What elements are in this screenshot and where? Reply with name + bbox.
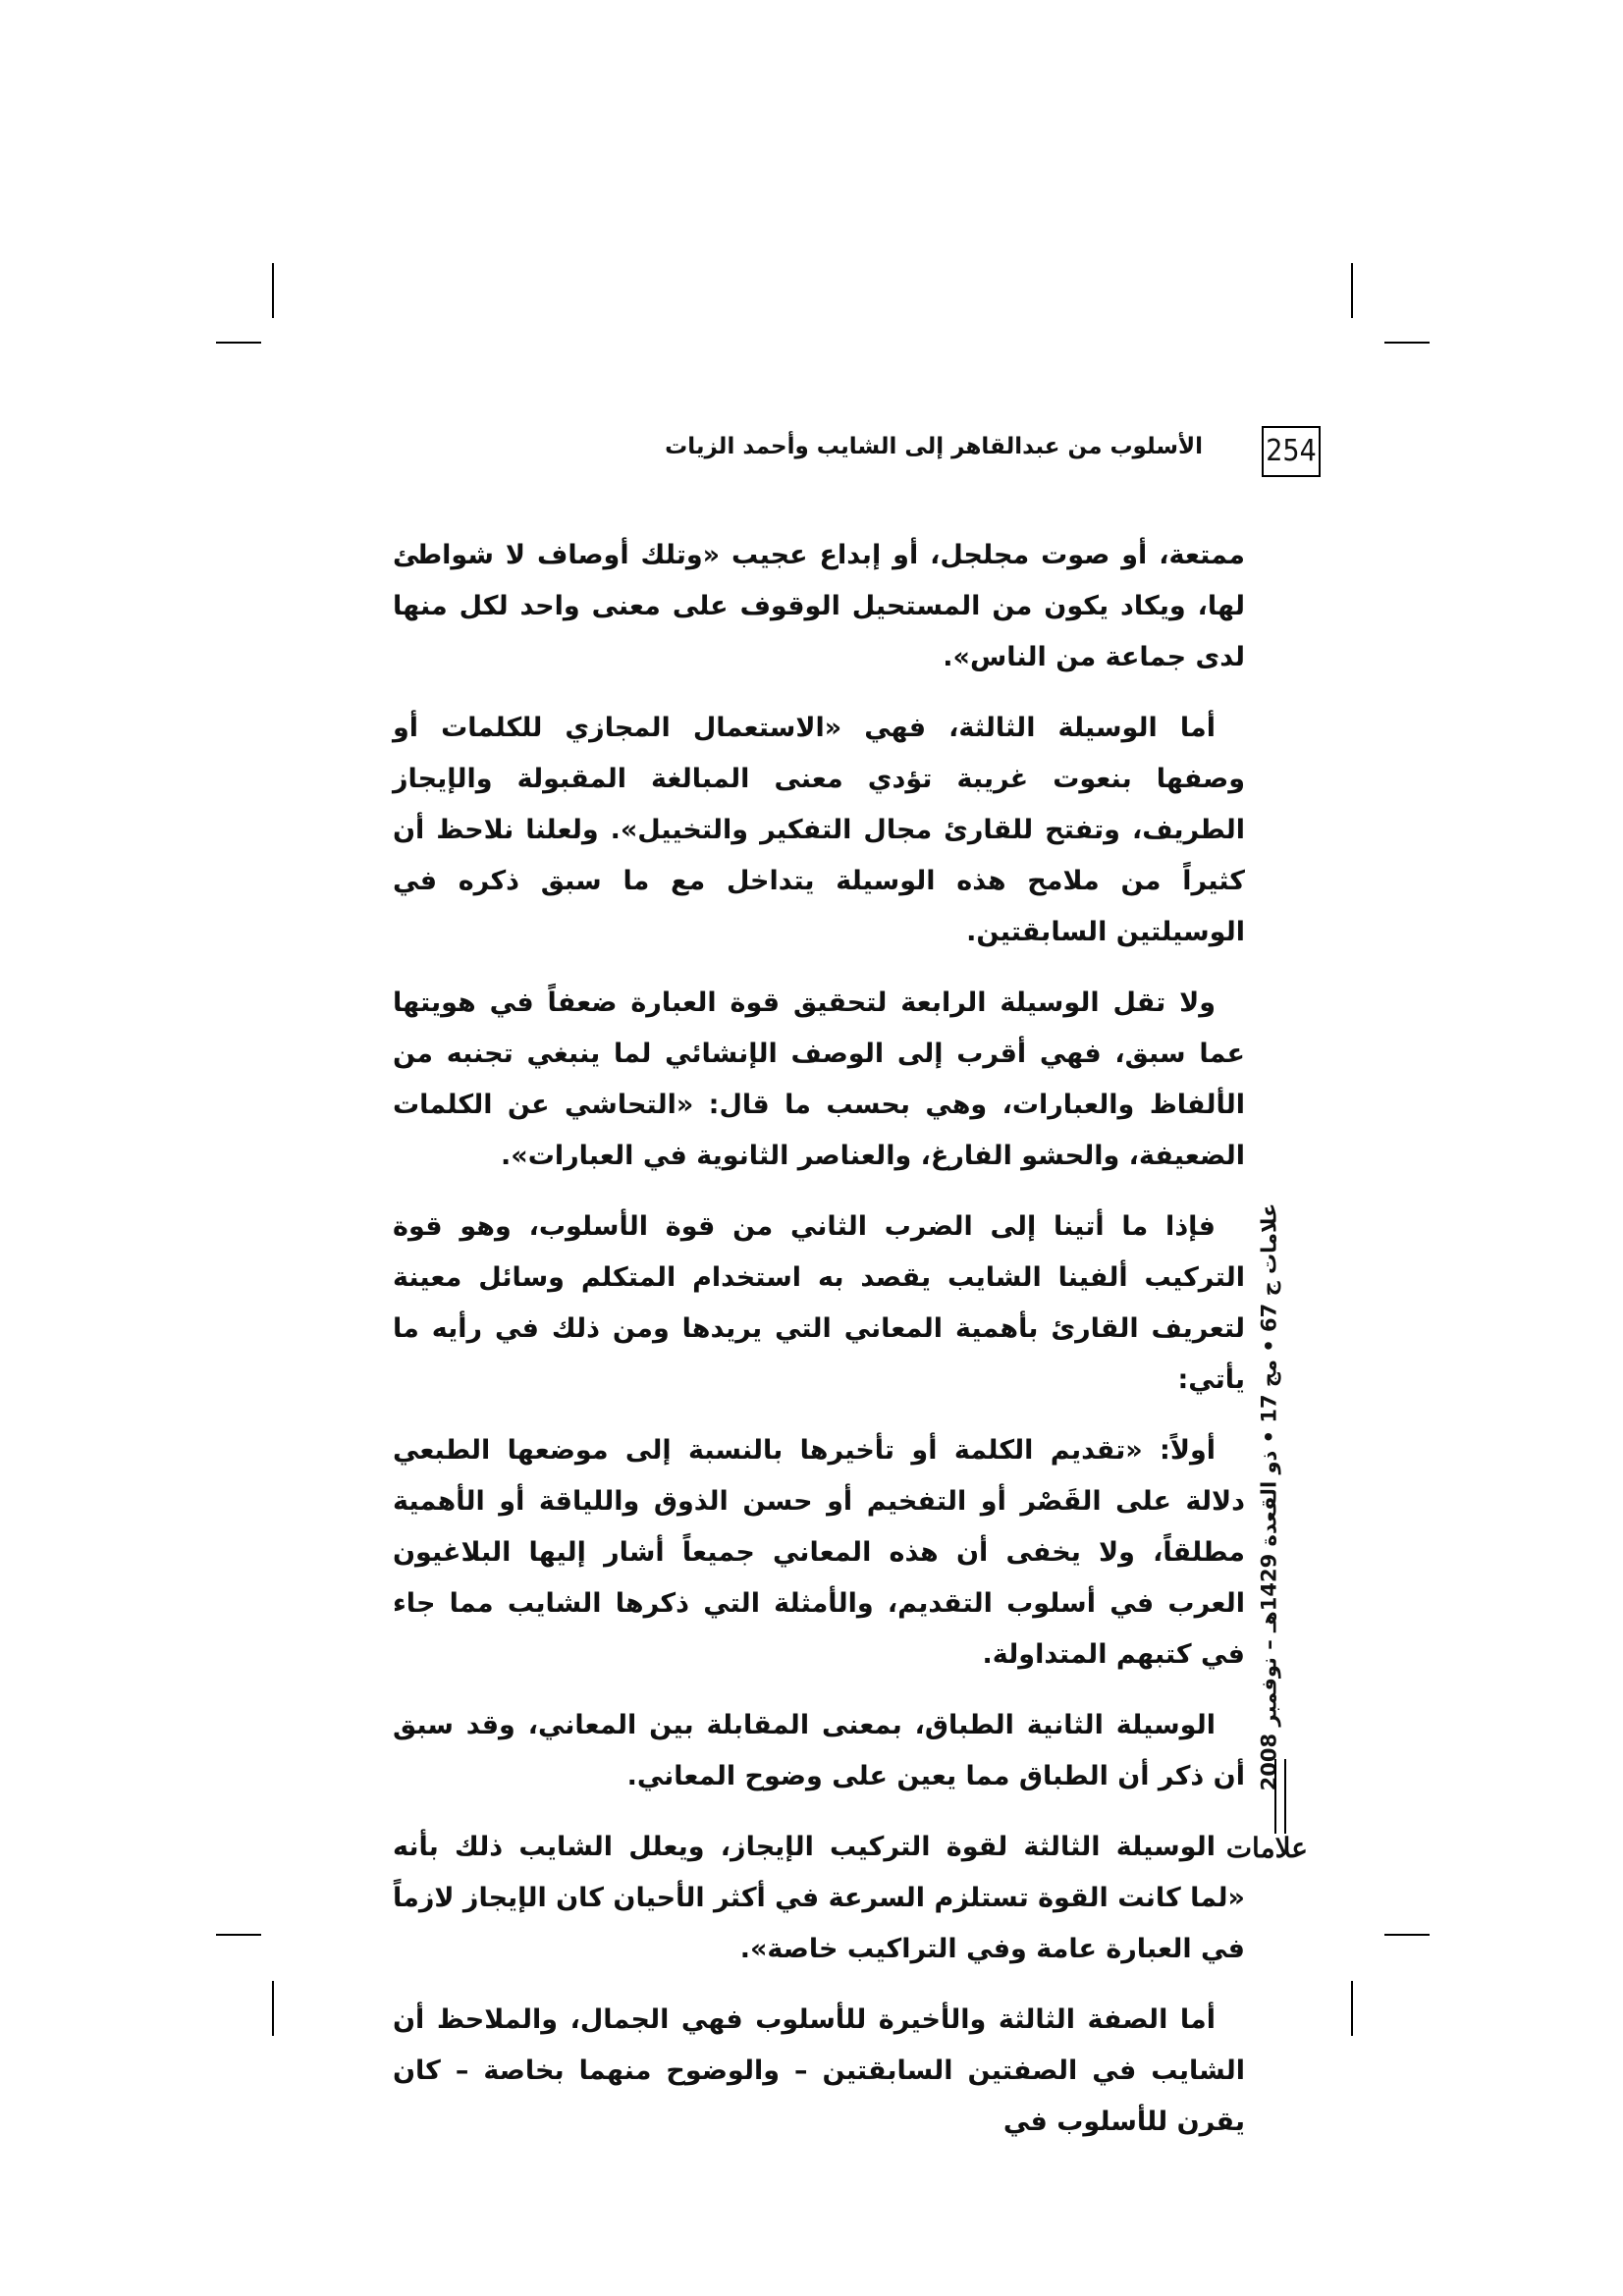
paragraph: ممتعة، أو صوت مجلجل، أو إبداع عجيب «وتلك أوصاف لا شواطئ لها، ويكاد يكون من المستحيل الوقوف على معنى واحد لكل منها لدى جماعة من الناس». [393, 540, 1245, 672]
article-body [393, 530, 1245, 2167]
journal-info-vertical [1239, 1202, 1298, 1791]
journal-info-text: علامات ج 67 • مج 17 • ذو القعدة 1429هـ – نوفمبر 2008 [1257, 1202, 1280, 1791]
crop-mark-top-right [1351, 263, 1353, 318]
journal-logo: علامات [1225, 1832, 1308, 1864]
paragraph: فإذا ما أتينا إلى الضرب الثاني من قوة الأسلوب، وهو قوة التركيب ألفينا الشايب يقصد به استخدام المتكلم وسائل معينة لتعريف القارئ بأهمية المعاني التي يريدها ومن ذلك في رأيه ما يأتي: [393, 1211, 1245, 1395]
page-number: 254 [1262, 426, 1321, 477]
crop-mark-bottom-left-h [216, 1934, 261, 1936]
paragraph: الوسيلة الثالثة لقوة التركيب الإيجاز، ويعلل الشايب ذلك بأنه «لما كانت القوة تستلزم السرعة في أكثر الأحيان كان الإيجاز لازماً في العبارة عامة وفي التراكيب خاصة». [393, 1832, 1245, 1964]
crop-mark-bottom-right-h [1384, 1934, 1430, 1936]
page-header [665, 426, 1321, 483]
side-rule [1274, 1759, 1286, 1834]
crop-mark-bottom-right [1351, 1981, 1353, 2036]
paragraph: ولا تقل الوسيلة الرابعة لتحقيق قوة العبارة ضعفاً في هويتها عما سبق، فهي أقرب إلى الوصف الإنشائي لما ينبغي تجنبه من الألفاظ والعبارات، وهي بحسب ما قال: «التحاشي عن الكلمات الضعيفة، والحشو الفارغ، والعناصر الثانوية في العبارات». [393, 988, 1245, 1171]
crop-mark-bottom-left [272, 1981, 274, 2036]
paragraph: أولاً: «تقديم الكلمة أو تأخيرها بالنسبة إلى موضعها الطبعي دلالة على القَصْر أو التفخيم أو حسن الذوق واللياقة أو الأهمية مطلقاً، ولا يخفى أن هذه المعاني جميعاً أشار إليها البلاغيون العرب في أسلوب التقديم، والأمثلة التي ذكرها الشايب مما جاء في كتبهم المتداولة. [393, 1435, 1245, 1670]
crop-mark-top-left-h [216, 342, 261, 344]
running-title: الأسلوب من عبدالقاهر إلى الشايب وأحمد الزيات [665, 434, 1203, 459]
paragraph: الوسيلة الثانية الطباق، بمعنى المقابلة بين المعاني، وقد سبق أن ذكر أن الطباق مما يعين على وضوح المعاني. [393, 1710, 1245, 1791]
crop-mark-top-right-h [1384, 342, 1430, 344]
paragraph: أما الصفة الثالثة والأخيرة للأسلوب فهي الجمال، والملاحظ أن الشايب في الصفتين السابقتين – والوضوح منهما بخاصة – كان يقرن للأسلوب في [393, 2004, 1245, 2137]
crop-mark-top-left [272, 263, 274, 318]
paragraph: أما الوسيلة الثالثة، فهي «الاستعمال المجازي للكلمات أو وصفها بنعوت غريبة تؤدي معنى المبالغة المقبولة والإيجاز الطريف، وتفتح للقارئ مجال التفكير والتخييل». ولعلنا نلاحظ أن كثيراً من ملامح هذه الوسيلة يتداخل مع ما سبق ذكره في الوسيلتين السابقتين. [393, 713, 1245, 947]
